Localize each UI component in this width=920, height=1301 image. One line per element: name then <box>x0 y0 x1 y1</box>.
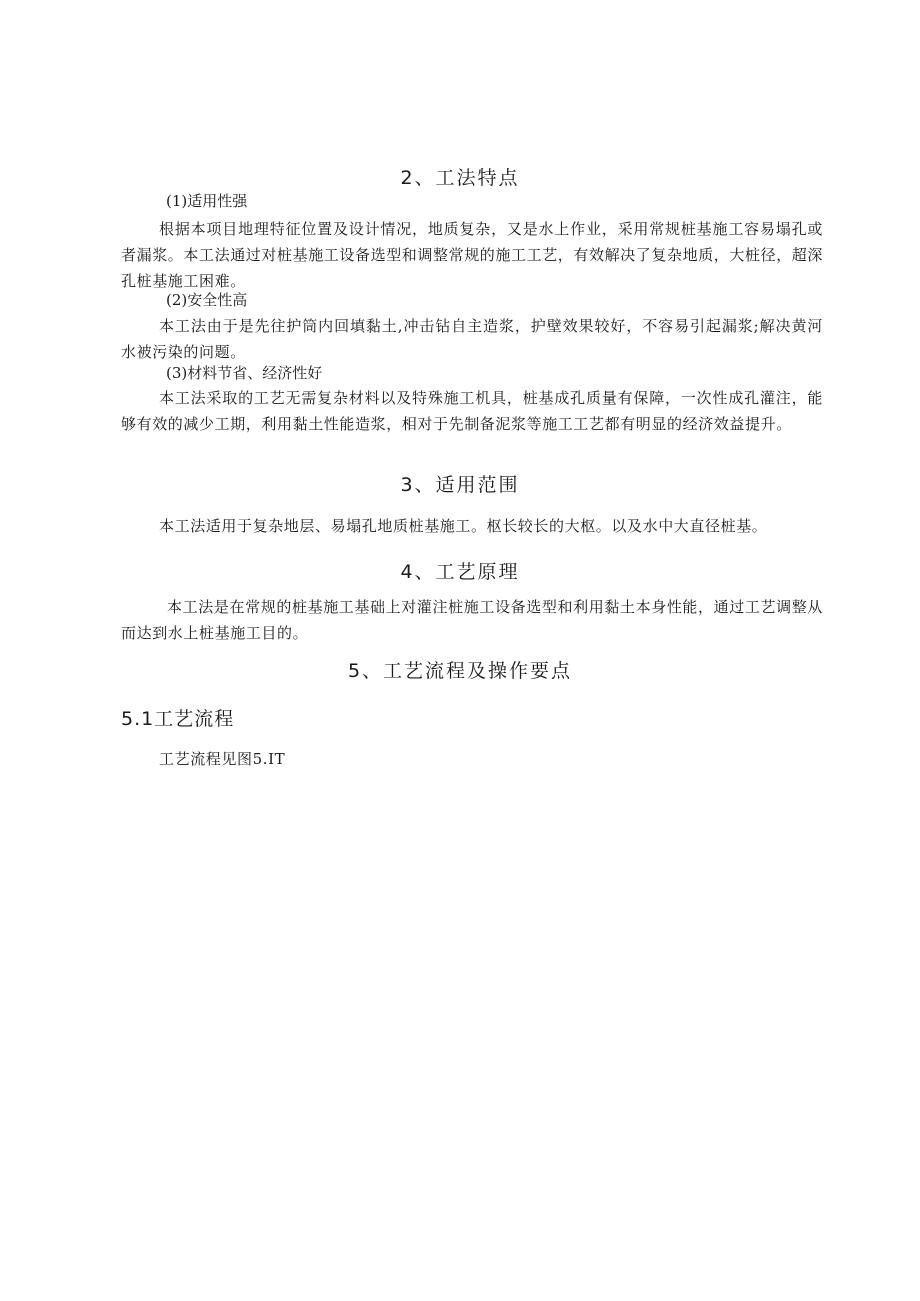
subheading-1: (1)适用性强 <box>166 192 248 210</box>
paragraph-2: 本工法由于是先往护筒内回填黏土,冲击钻自主造浆，护壁效果较好，不容易引起漏浆;解决黄河水被污染的问题。 <box>121 317 823 361</box>
paragraph-3: 本工法采取的工艺无需复杂材料以及特殊施工机具，桩基成孔质量有保障，一次性成孔灌注，能够有效的减少工期，利用黏土性能造浆，相对于先制备泥浆等施工工艺都有明显的经济效益提升。 <box>121 389 823 433</box>
paragraph-1: 根据本项目地理特征位置及设计情况，地质复杂，又是水上作业，采用常规桩基施工容易塌孔或者漏浆。本工法通过对桩基施工设备选型和调整常规的施工工艺，有效解决了复杂地质，大桩径，超深孔桩基施工困难。 <box>121 220 824 290</box>
section-heading-3: 3、适用范围 <box>400 474 520 496</box>
section-heading-4: 4、工艺原理 <box>400 561 520 583</box>
subheading-2: (2)安全性高 <box>166 291 248 309</box>
section-heading-5: 5、工艺流程及操作要点 <box>347 660 573 682</box>
paragraph-6: 工艺流程见图5.IT <box>159 750 286 768</box>
paragraph-4: 本工法适用于复杂地层、易塌孔地质桩基施工。枢长较长的大枢。以及水中大直径桩基。 <box>159 517 768 535</box>
section-heading-2: 2、工法特点 <box>400 167 520 189</box>
subsection-heading-5-1: 5.1工艺流程 <box>121 708 235 730</box>
subheading-3: (3)材料节省、经济性好 <box>166 364 323 382</box>
paragraph-5: 本工法是在常规的桩基施工基础上对灌注桩施工设备选型和利用黏土本身性能，通过工艺调整从而达到水上桩基施工目的。 <box>121 598 823 642</box>
